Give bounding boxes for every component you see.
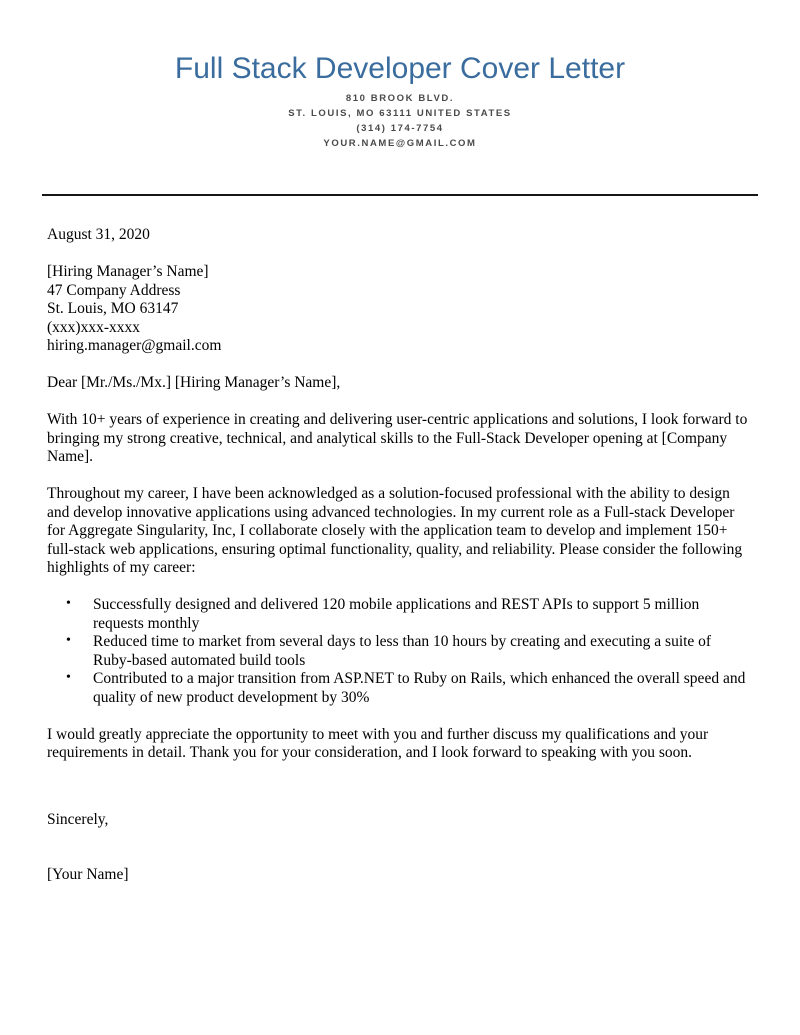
date-line: August 31, 2020 — [47, 226, 150, 243]
valediction-line: Sincerely, — [47, 810, 109, 828]
experience-paragraph: Throughout my career, I have been acknowledged as a solution-focused professional with the ability to design and develop innovative applications using advanced technologies. In my current role as a Full-stack Developer for Aggregate Singularity, Inc, I collaborate closely with the application team to develop and implement 150+ full-stack web applications, ensuring optimal functionality, quality, and reliability. Please consider the following highlights of my career: — [47, 485, 743, 576]
recipient-city-line: St. Louis, MO 63147 — [47, 300, 179, 317]
contact-email-line: YOUR.NAME@GMAIL.COM — [323, 138, 477, 149]
highlight-item — [47, 596, 753, 633]
signature-placeholder: [Your Name] — [47, 866, 129, 883]
contact-block — [47, 91, 753, 151]
recipient-block — [47, 263, 753, 356]
bullet-icon: • — [66, 633, 71, 648]
contact-street-line: 810 BROOK BLVD. — [345, 93, 455, 104]
highlight-text: Reduced time to market from several days to less than 10 hours by creating and executing a suite of Ruby-based automated build tools — [93, 633, 712, 669]
letter-header — [47, 52, 753, 151]
salutation-line: Dear [Mr./Ms./Mx.] [Hiring Manager’s Name], — [47, 374, 341, 391]
header-divider — [42, 194, 758, 196]
recipient-address-line: 47 Company Address — [47, 281, 181, 299]
highlight-text: Contributed to a major transition from ASP.NET to Ruby on Rails, which enhanced the overall speed and quality of new product development by 30% — [93, 670, 746, 706]
recipient-name-line: [Hiring Manager’s Name] — [47, 263, 209, 280]
highlight-item — [47, 670, 753, 707]
bullet-icon: • — [66, 670, 71, 685]
recipient-email-line: hiring.manager@gmail.com — [47, 337, 222, 354]
contact-phone-line: (314) 174-7754 — [356, 123, 444, 134]
closing-paragraph: I would greatly appreciate the opportunity to meet with you and further discuss my qualifications and your requirements in detail. Thank you for your consideration, and I look forward to speaking with you soon. — [47, 725, 709, 761]
highlights-list — [47, 596, 753, 707]
highlight-text: Successfully designed and delivered 120 mobile applications and REST APIs to support 5 million requests monthly — [93, 596, 700, 632]
highlight-item — [47, 633, 753, 670]
intro-paragraph: With 10+ years of experience in creating and delivering user-centric applications and solutions, I look forward to bringing my strong creative, technical, and analytical skills to the Full-Stack Developer opening at [Company Name]. — [47, 411, 748, 465]
recipient-phone-line: (xxx)xxx-xxxx — [47, 318, 140, 336]
bullet-icon: • — [66, 596, 71, 611]
letter-title: Full Stack Developer Cover Letter — [174, 52, 626, 85]
contact-city-line: ST. LOUIS, MO 63111 UNITED STATES — [288, 108, 512, 119]
